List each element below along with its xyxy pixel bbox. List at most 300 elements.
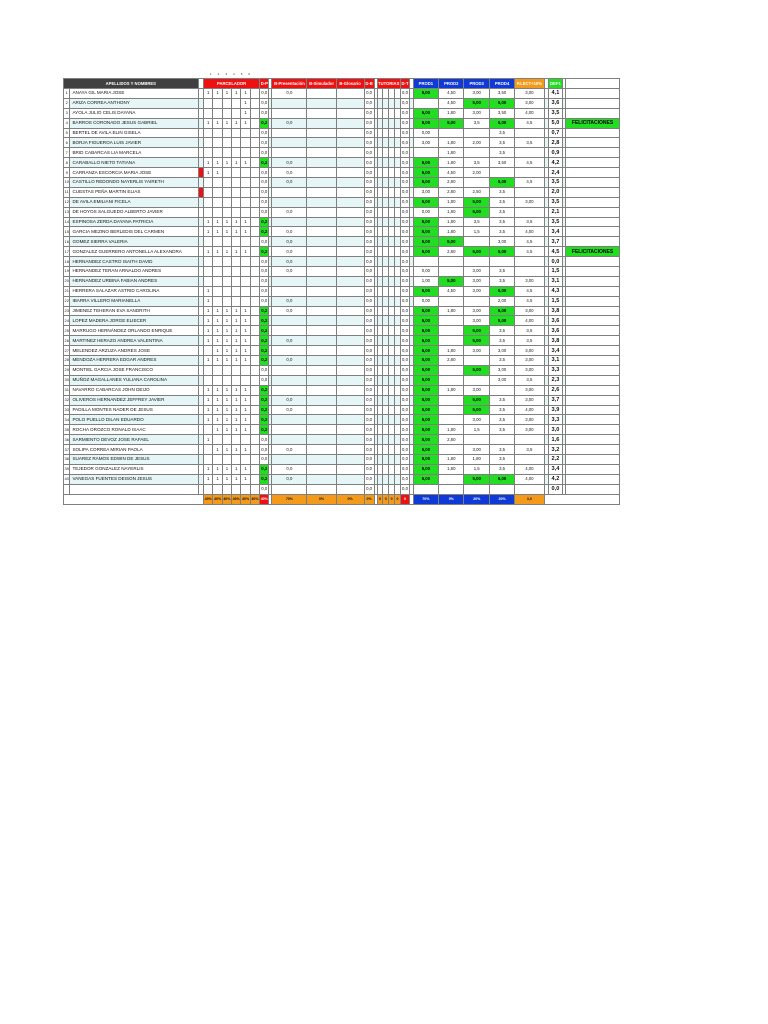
parcelador-cell: 1 <box>232 118 241 128</box>
def-cell: 3,3 <box>548 415 562 425</box>
student-row <box>64 187 620 197</box>
b-presentacion-cell <box>272 217 307 227</box>
parcelador-cell <box>204 257 213 267</box>
def-cell: 3,4 <box>548 464 562 474</box>
parcelador-cell: 1 <box>232 227 241 237</box>
prod2-cell: 5,00 <box>439 276 464 286</box>
parcelador-cell: 1 <box>213 336 222 346</box>
column-marker: 1 <box>210 72 218 76</box>
parcelador-cell: 1 <box>232 89 241 99</box>
parcelador-cell: 1 <box>213 316 222 326</box>
db-cell: 0,0 <box>364 187 374 197</box>
prod4-cell: 3,5 <box>489 425 514 435</box>
dt-cell: 0,0 <box>400 247 409 257</box>
parcelador-cell <box>222 148 231 158</box>
plect-cell <box>515 257 544 267</box>
row-number: 12 <box>64 197 70 207</box>
b-simulador-cell <box>307 237 336 247</box>
b-presentacion-cell: 0,0 <box>272 207 307 217</box>
dt-cell: 0,0 <box>400 464 409 474</box>
header-prod2: PROD2 <box>439 79 464 89</box>
prod2-cell: 1,80 <box>439 148 464 158</box>
prod4-cell: 3,5 <box>489 326 514 336</box>
parcelador-cell <box>250 474 259 484</box>
row-number: 16 <box>64 237 70 247</box>
row-number: 24 <box>64 316 70 326</box>
parcelador-cell: 1 <box>222 445 231 455</box>
b-glosario-cell <box>336 306 364 316</box>
b-simulador-cell <box>307 296 336 306</box>
b-glosario-cell <box>336 237 364 247</box>
student-name: JIMENEZ TEHERAN EVA SANDRITH <box>70 306 198 316</box>
def-cell: 4,3 <box>548 286 562 296</box>
prod4-cell <box>489 484 514 494</box>
b-simulador-cell <box>307 346 336 356</box>
parcelador-cell <box>222 484 231 494</box>
db-cell: 0,0 <box>364 316 374 326</box>
student-name: IBARRA VILLERO MARIANELLA <box>70 296 198 306</box>
plect-cell: 3,00 <box>515 395 544 405</box>
def-cell: 1,5 <box>548 267 562 277</box>
b-simulador-cell <box>307 207 336 217</box>
prod2-cell <box>439 375 464 385</box>
plect-cell: 4,00 <box>515 316 544 326</box>
dp-cell: 0,0 <box>260 435 269 445</box>
row-number: 5 <box>64 128 70 138</box>
prod2-cell: 1,80 <box>439 158 464 168</box>
parcelador-cell: 1 <box>222 247 231 257</box>
student-name: SUAREZ RAMOS EDWIN DE JESUS <box>70 454 198 464</box>
student-row <box>64 118 620 128</box>
row-number: 2 <box>64 98 70 108</box>
plect-cell: 3,00 <box>515 276 544 286</box>
db-cell: 0,0 <box>364 484 374 494</box>
parcelador-cell: 1 <box>204 158 213 168</box>
prod2-cell: 2,80 <box>439 187 464 197</box>
prod3-cell: 3,00 <box>464 306 489 316</box>
parcelador-cell: 1 <box>222 158 231 168</box>
dp-cell: 0,2 <box>260 158 269 168</box>
b-presentacion-cell <box>272 385 307 395</box>
row-number: 30 <box>64 375 70 385</box>
message-cell <box>566 395 620 405</box>
b-glosario-cell <box>336 227 364 237</box>
parcelador-cell: 1 <box>213 168 222 178</box>
parcelador-cell: 1 <box>241 445 250 455</box>
b-presentacion-cell <box>272 365 307 375</box>
parcelador-cell <box>232 178 241 188</box>
parcelador-cell: 1 <box>213 326 222 336</box>
prod1-cell: 5,00 <box>413 158 438 168</box>
message-cell <box>566 89 620 99</box>
parcelador-cell <box>250 227 259 237</box>
b-glosario-cell <box>336 356 364 366</box>
parcelador-cell: 1 <box>232 247 241 257</box>
parcelador-cell: 1 <box>213 118 222 128</box>
prod1-cell: 5,00 <box>413 178 438 188</box>
prod4-cell: 5,00 <box>489 286 514 296</box>
dp-cell: 0,0 <box>260 365 269 375</box>
plect-cell: 4,00 <box>515 108 544 118</box>
prod4-cell <box>489 435 514 445</box>
prod2-cell: 1,80 <box>439 306 464 316</box>
parcelador-cell <box>232 257 241 267</box>
prod1-cell: 5,00 <box>413 375 438 385</box>
b-simulador-cell <box>307 217 336 227</box>
db-cell: 0,0 <box>364 405 374 415</box>
parcelador-cell <box>250 306 259 316</box>
prod1-cell: 3,00 <box>413 138 438 148</box>
student-row <box>64 474 620 484</box>
student-row <box>64 425 620 435</box>
parcelador-cell <box>213 187 222 197</box>
prod1-cell <box>413 98 438 108</box>
parcelador-cell <box>241 237 250 247</box>
parcelador-cell: 1 <box>241 346 250 356</box>
column-marker: 2 <box>217 72 226 76</box>
b-presentacion-cell: 0,0 <box>272 405 307 415</box>
prod1-cell: 0,00 <box>413 207 438 217</box>
dp-cell: 0,0 <box>260 296 269 306</box>
b-simulador-cell <box>307 276 336 286</box>
prod4-cell: 5,00 <box>489 98 514 108</box>
prod1-cell: 5,00 <box>413 118 438 128</box>
db-cell: 0,0 <box>364 296 374 306</box>
parcelador-cell: 1 <box>222 474 231 484</box>
db-cell: 0,0 <box>364 474 374 484</box>
dt-cell: 0,0 <box>400 158 409 168</box>
def-cell: 3,3 <box>548 365 562 375</box>
dp-cell: 0,2 <box>260 306 269 316</box>
parcelador-cell <box>241 138 250 148</box>
b-simulador-cell <box>307 365 336 375</box>
def-cell: 3,0 <box>548 425 562 435</box>
column-marker: 6 <box>248 72 257 76</box>
dp-cell: 0,0 <box>260 187 269 197</box>
row-number: 32 <box>64 395 70 405</box>
header-b-simulador: B-Simulador <box>307 79 336 89</box>
student-row <box>64 89 620 99</box>
parcelador-cell <box>204 365 213 375</box>
prod3-cell: 3,00 <box>464 385 489 395</box>
dp-cell: 0,2 <box>260 425 269 435</box>
prod3-cell: 3,00 <box>464 445 489 455</box>
parcelador-cell <box>250 346 259 356</box>
dp-cell: 0,0 <box>260 98 269 108</box>
parcelador-cell <box>232 286 241 296</box>
student-name: CARABALLO NIETO TATIANA <box>70 158 198 168</box>
prod4-cell: 3,5 <box>489 336 514 346</box>
b-presentacion-cell: 0,0 <box>272 257 307 267</box>
db-cell: 0,0 <box>364 217 374 227</box>
row-number: 9 <box>64 168 70 178</box>
parcelador-cell: 1 <box>232 474 241 484</box>
db-cell: 0,0 <box>364 168 374 178</box>
b-glosario-cell <box>336 415 364 425</box>
prod4-cell: 5,00 <box>489 118 514 128</box>
b-simulador-cell <box>307 168 336 178</box>
student-row <box>64 98 620 108</box>
dt-cell: 0,0 <box>400 356 409 366</box>
dp-cell: 0,2 <box>260 336 269 346</box>
parcelador-cell: 1 <box>241 118 250 128</box>
parcelador-cell <box>250 257 259 267</box>
row-number: 1 <box>64 89 70 99</box>
prod4-cell: 3,00 <box>489 375 514 385</box>
prod2-cell: 4,50 <box>439 98 464 108</box>
parcelador-cell <box>250 286 259 296</box>
prod2-cell: 1,80 <box>439 108 464 118</box>
row-number: 19 <box>64 267 70 277</box>
b-presentacion-cell: 0,0 <box>272 168 307 178</box>
prod3-cell: 1,5 <box>464 227 489 237</box>
message-cell <box>566 197 620 207</box>
db-cell: 0,0 <box>364 464 374 474</box>
b-glosario-cell <box>336 257 364 267</box>
parcelador-cell: 1 <box>232 445 241 455</box>
def-cell: 4,2 <box>548 158 562 168</box>
student-row <box>64 356 620 366</box>
column-marker: 4 <box>233 72 241 76</box>
parcelador-cell <box>250 187 259 197</box>
dt-weight: 0 <box>400 494 409 504</box>
db-cell: 0,0 <box>364 178 374 188</box>
prod1-cell: 5,00 <box>413 168 438 178</box>
prod3-cell: 3,00 <box>464 89 489 99</box>
b-presentacion-cell: 0,0 <box>272 464 307 474</box>
message-cell <box>566 316 620 326</box>
header-tutorias: TUTORIAS <box>377 79 400 89</box>
parcelador-cell: 1 <box>232 395 241 405</box>
parcelador-cell <box>213 207 222 217</box>
prod3-cell: 5,00 <box>464 247 489 257</box>
student-row <box>64 217 620 227</box>
dt-cell: 0,0 <box>400 395 409 405</box>
prod1-cell: 5,00 <box>413 474 438 484</box>
db-weight: 0% <box>364 494 374 504</box>
header-apellidos: APELLIDOS Y NOMBRES <box>64 79 199 89</box>
header-prod1: PROD1 <box>413 79 438 89</box>
b-glosario-cell <box>336 484 364 494</box>
weights-row <box>64 494 620 504</box>
student-name: BRID CABARCAS LIA MARCELA <box>70 148 198 158</box>
prod1-cell: 5,00 <box>413 445 438 455</box>
parcelador-cell <box>250 89 259 99</box>
parcelador-cell <box>250 356 259 366</box>
plect-cell: 4,00 <box>515 464 544 474</box>
db-cell: 0,0 <box>364 247 374 257</box>
message-cell <box>566 187 620 197</box>
prod1-cell <box>413 257 438 267</box>
parcelador-cell: 1 <box>241 405 250 415</box>
parcelador-cell <box>204 207 213 217</box>
student-row <box>64 286 620 296</box>
header-dp: D-P <box>260 79 269 89</box>
parcelador-cell: 1 <box>241 98 250 108</box>
parcelador-cell: 1 <box>213 474 222 484</box>
parcelador-weight: 40% <box>250 494 259 504</box>
dp-cell: 0,0 <box>260 128 269 138</box>
student-row <box>64 168 620 178</box>
parcelador-cell: 1 <box>222 405 231 415</box>
b-simulador-cell <box>307 227 336 237</box>
dt-cell: 0,0 <box>400 128 409 138</box>
prod4-cell: 5,00 <box>489 316 514 326</box>
parcelador-cell <box>232 197 241 207</box>
message-cell <box>566 128 620 138</box>
parcelador-cell <box>250 405 259 415</box>
parcelador-cell <box>250 385 259 395</box>
parcelador-cell: 1 <box>204 217 213 227</box>
prod4-cell: 3,00 <box>489 237 514 247</box>
prod4-cell: 3,5 <box>489 454 514 464</box>
b-glosario-cell <box>336 405 364 415</box>
dp-cell: 0,0 <box>260 89 269 99</box>
prod4-cell: 5,00 <box>489 178 514 188</box>
parcelador-cell <box>232 267 241 277</box>
prod4-cell: 3,5 <box>489 395 514 405</box>
student-row <box>64 158 620 168</box>
parcelador-cell <box>250 445 259 455</box>
parcelador-cell <box>222 168 231 178</box>
prod3-cell: 5,00 <box>464 326 489 336</box>
dp-cell: 0,2 <box>260 405 269 415</box>
prod4-cell: 3,5 <box>489 187 514 197</box>
db-cell: 0,0 <box>364 435 374 445</box>
parcelador-cell <box>250 267 259 277</box>
plect-cell: 3,5 <box>515 445 544 455</box>
parcelador-cell: 1 <box>232 356 241 366</box>
db-cell: 0,0 <box>364 365 374 375</box>
db-cell: 0,0 <box>364 326 374 336</box>
parcelador-cell <box>222 267 231 277</box>
dp-cell: 0,2 <box>260 247 269 257</box>
parcelador-cell: 1 <box>232 385 241 395</box>
footer-gap <box>544 494 619 504</box>
parcelador-cell <box>213 108 222 118</box>
prod2-cell: 2,80 <box>439 178 464 188</box>
parcelador-cell <box>213 286 222 296</box>
parcelador-cell <box>213 375 222 385</box>
parcelador-cell: 1 <box>232 464 241 474</box>
prod2-cell: 4,50 <box>439 89 464 99</box>
prod4-cell: 3,5 <box>489 445 514 455</box>
b-glosario-cell <box>336 138 364 148</box>
row-number: 23 <box>64 306 70 316</box>
prod2-weight: 0% <box>439 494 464 504</box>
dt-cell: 0,0 <box>400 138 409 148</box>
def-cell: 3,8 <box>548 306 562 316</box>
student-row <box>64 276 620 286</box>
parcelador-cell <box>241 197 250 207</box>
b-glosario-cell <box>336 316 364 326</box>
parcelador-cell <box>250 168 259 178</box>
parcelador-cell <box>204 276 213 286</box>
student-row <box>64 346 620 356</box>
prod3-cell <box>464 484 489 494</box>
parcelador-cell: 1 <box>213 405 222 415</box>
message-cell <box>566 306 620 316</box>
def-cell: 0,9 <box>548 148 562 158</box>
b-simulador-cell <box>307 128 336 138</box>
parcelador-cell: 1 <box>204 356 213 366</box>
parcelador-cell: 1 <box>204 118 213 128</box>
dp-cell: 0,0 <box>260 148 269 158</box>
parcelador-cell: 1 <box>222 316 231 326</box>
plect-weight: 3,0 <box>515 494 544 504</box>
message-cell <box>566 207 620 217</box>
b-glosario-cell <box>336 168 364 178</box>
prod1-cell <box>413 148 438 158</box>
parcelador-cell: 1 <box>222 385 231 395</box>
header-prod3: PROD3 <box>464 79 489 89</box>
b-presentacion-cell: 0,0 <box>272 118 307 128</box>
dt-cell: 0,0 <box>400 454 409 464</box>
parcelador-cell: 1 <box>204 415 213 425</box>
parcelador-cell <box>250 435 259 445</box>
prod2-cell: 1,80 <box>439 425 464 435</box>
parcelador-cell <box>250 395 259 405</box>
parcelador-cell: 1 <box>241 336 250 346</box>
plect-cell: 3,00 <box>515 306 544 316</box>
message-cell <box>566 217 620 227</box>
prod1-cell: 5,00 <box>413 454 438 464</box>
dp-cell: 0,2 <box>260 217 269 227</box>
parcelador-cell: 1 <box>232 306 241 316</box>
plect-cell: 4,5 <box>515 247 544 257</box>
db-cell: 0,0 <box>364 415 374 425</box>
dt-cell: 0,0 <box>400 178 409 188</box>
prod3-cell: 2,00 <box>464 138 489 148</box>
message-cell <box>566 474 620 484</box>
header-dt: D-T <box>400 79 409 89</box>
parcelador-cell <box>241 296 250 306</box>
b-presentacion-cell <box>272 187 307 197</box>
parcelador-cell <box>213 435 222 445</box>
header-db: D-B <box>364 79 374 89</box>
b-glosario-cell <box>336 217 364 227</box>
row-number: 28 <box>64 356 70 366</box>
prod2-cell <box>439 395 464 405</box>
dt-cell: 0,0 <box>400 207 409 217</box>
plect-cell: 3,00 <box>515 356 544 366</box>
prod2-cell <box>439 326 464 336</box>
student-row <box>64 326 620 336</box>
db-cell: 0,0 <box>364 395 374 405</box>
b-simulador-cell <box>307 197 336 207</box>
parcelador-cell: 1 <box>232 346 241 356</box>
student-row <box>64 247 620 257</box>
def-cell: 3,4 <box>548 346 562 356</box>
b-presentacion-cell <box>272 286 307 296</box>
b-simulador-cell <box>307 286 336 296</box>
dt-cell: 0,0 <box>400 187 409 197</box>
column-marker: 3 <box>225 72 234 76</box>
b-glosario-cell <box>336 296 364 306</box>
student-name: CARRANZA ESCORCIA MARIA JOSE <box>70 168 198 178</box>
plect-cell: 3,00 <box>515 385 544 395</box>
message-cell <box>566 415 620 425</box>
plect-cell: 3,00 <box>515 89 544 99</box>
parcelador-cell <box>204 197 213 207</box>
dp-cell: 0,0 <box>260 267 269 277</box>
plect-cell: 4,00 <box>515 474 544 484</box>
student-name: TEJEDOR GONZALEZ NAYERLIS <box>70 464 198 474</box>
prod4-cell: 3,5 <box>489 207 514 217</box>
parcelador-cell <box>232 98 241 108</box>
parcelador-cell <box>241 148 250 158</box>
student-row <box>64 405 620 415</box>
